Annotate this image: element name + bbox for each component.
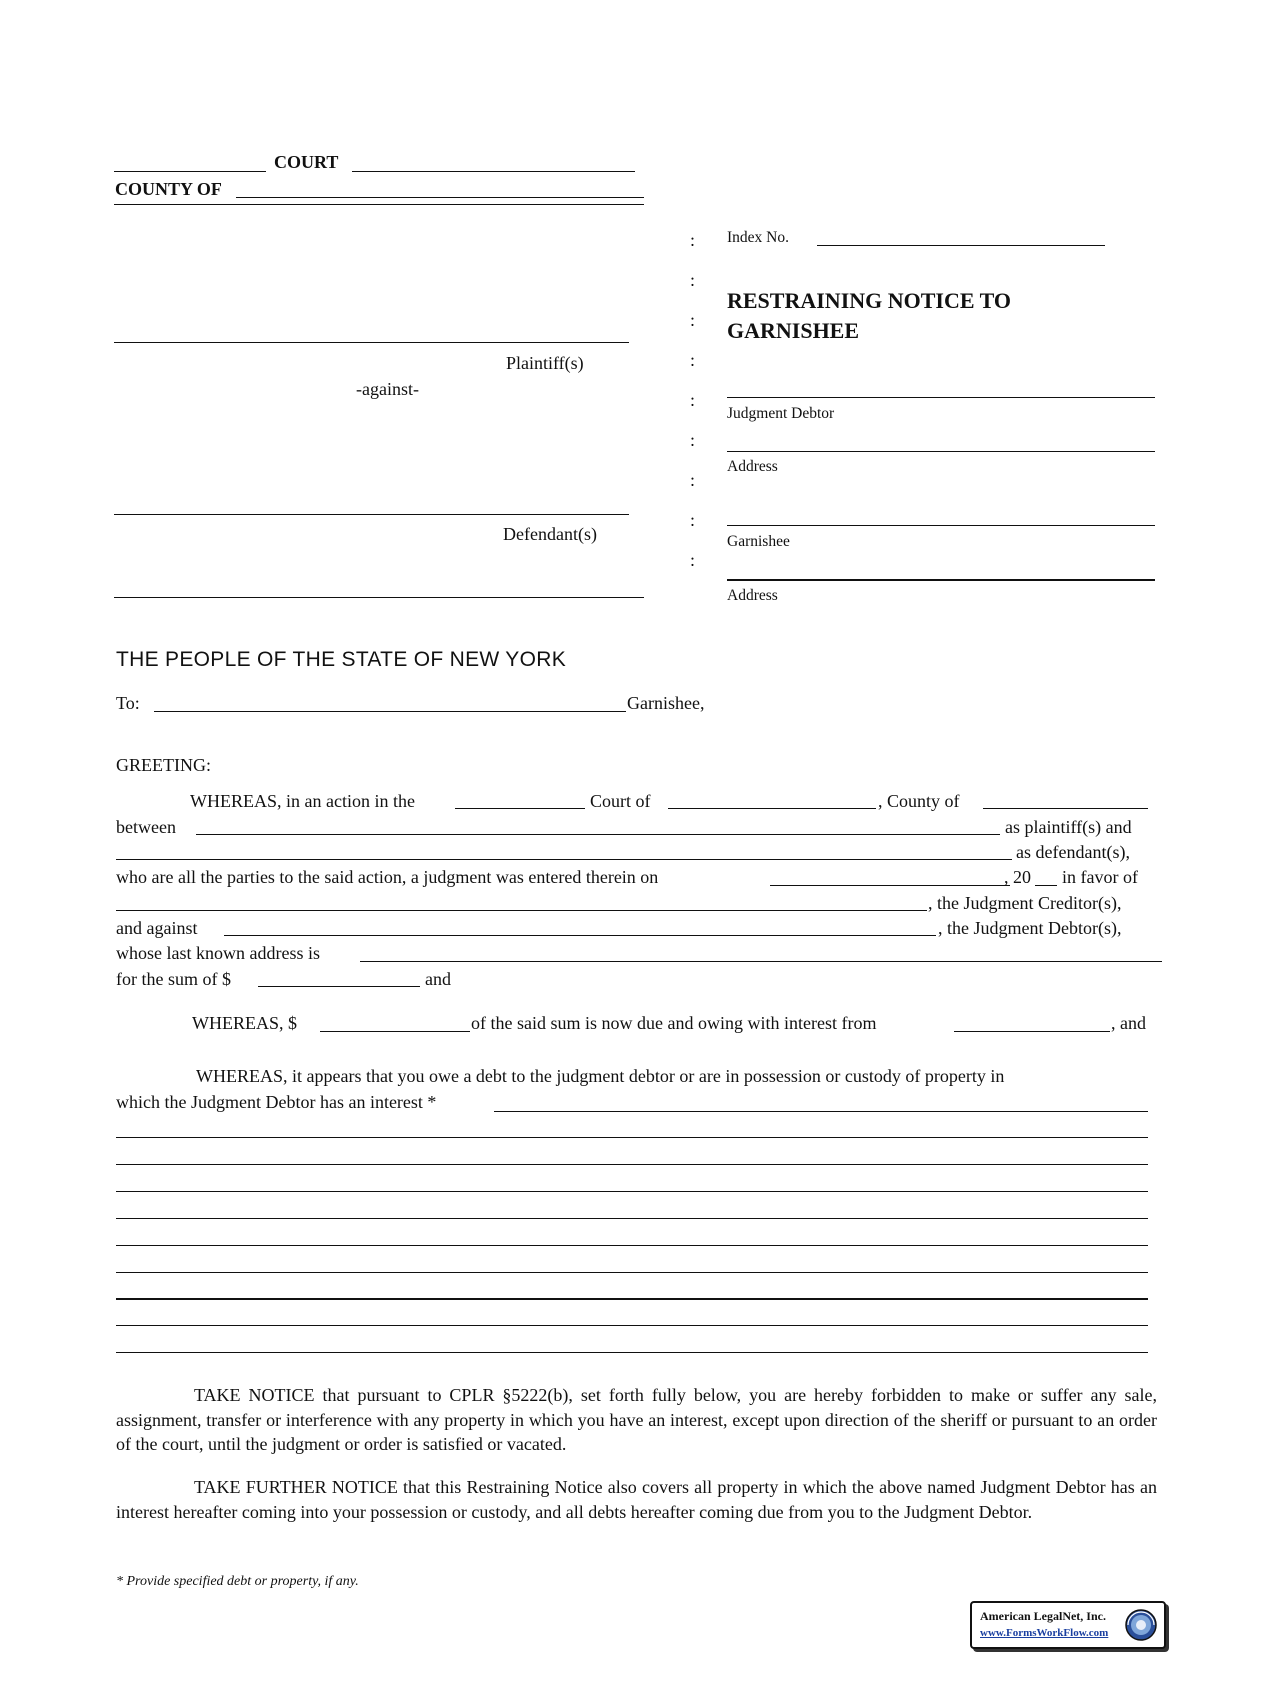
last-known-address-label: whose last known address is xyxy=(116,943,320,963)
court-extra-line[interactable] xyxy=(352,171,635,172)
logo-company: American LegalNet, Inc. xyxy=(980,1609,1106,1623)
judgment-debtor-label: Judgment Debtor xyxy=(727,405,835,422)
whereas1-lead: WHEREAS, in an action in the xyxy=(190,791,415,811)
property-line-6[interactable] xyxy=(116,1245,1148,1246)
judgment-debtor-name-line[interactable] xyxy=(224,935,936,936)
index-number-line[interactable] xyxy=(817,245,1105,246)
county-of-line[interactable] xyxy=(983,808,1148,809)
plaintiffs-names-line[interactable] xyxy=(196,834,1000,835)
footnote: * Provide specified debt or property, if any. xyxy=(116,1574,359,1589)
plaintiff-line[interactable] xyxy=(114,342,629,343)
as-plaintiffs-label: as plaintiff(s) and xyxy=(1005,817,1132,837)
in-favor-of-label: in favor of xyxy=(1062,867,1138,887)
sum-line[interactable] xyxy=(258,986,420,987)
logo-url[interactable]: www.FormsWorkFlow.com xyxy=(980,1627,1109,1639)
property-line-7[interactable] xyxy=(116,1272,1148,1273)
property-line-8[interactable] xyxy=(116,1298,1148,1300)
last-known-address-line[interactable] xyxy=(360,961,1162,962)
whereas2-end: , and xyxy=(1111,1013,1146,1033)
garnishee-line[interactable] xyxy=(727,525,1155,526)
amount-due-line[interactable] xyxy=(320,1031,470,1032)
judgment-creditor-label: , the Judgment Creditor(s), xyxy=(928,893,1122,913)
against-label: -against- xyxy=(356,379,419,399)
take-further-notice-text: TAKE FURTHER NOTICE that this Restraining Notice also covers all property in which the above named Judgment Debtor has an interest hereafter coming into your possession or custody, and all debts hereafter coming due from you to the Judgment Debtor. xyxy=(116,1477,1157,1522)
garnishee-address-label: Address xyxy=(727,587,778,604)
to-label: To: xyxy=(116,693,140,713)
judgment-debtor-address-label: Address xyxy=(727,458,778,475)
action-court-line[interactable] xyxy=(455,808,585,809)
judgment-debtor-body-label: , the Judgment Debtor(s), xyxy=(938,918,1122,938)
greeting: GREETING: xyxy=(116,755,211,775)
judgment-debtor-line[interactable] xyxy=(727,397,1155,398)
caption-divider: : : : : : : : : : xyxy=(690,230,696,570)
defendant-line[interactable] xyxy=(114,514,629,515)
property-line-2[interactable] xyxy=(116,1137,1148,1138)
globe-icon xyxy=(1124,1608,1158,1642)
year-line[interactable] xyxy=(1035,885,1057,886)
take-notice-text: TAKE NOTICE that pursuant to CPLR §5222(b), set forth fully below, you are hereby forbidden to make or suffer any sale, assignment, transfer or interference with any property in which you have an interest, except upon direction of the sheriff or pursuant to an order of the court, until the judgment or order is satisfied or vacated. xyxy=(116,1385,1157,1454)
index-label: Index No. xyxy=(727,229,789,246)
garnishee-suffix: Garnishee, xyxy=(627,693,705,713)
form-title-line2: GARNISHEE xyxy=(727,318,860,343)
parties-text: who are all the parties to the said action, a judgment was entered therein on xyxy=(116,867,659,887)
people-heading: THE PEOPLE OF THE STATE OF NEW YORK xyxy=(116,648,567,671)
judgment-creditor-line[interactable] xyxy=(116,910,927,911)
property-line-3[interactable] xyxy=(116,1164,1148,1165)
property-line-5[interactable] xyxy=(116,1218,1148,1219)
caption-top-rule xyxy=(114,204,644,205)
interest-from-line[interactable] xyxy=(954,1031,1110,1032)
defendant-label: Defendant(s) xyxy=(503,524,597,544)
whereas2-lead: WHEREAS, $ xyxy=(192,1013,297,1033)
american-legalnet-logo xyxy=(970,1601,1166,1649)
court-of-line[interactable] xyxy=(668,808,876,809)
take-further-notice-paragraph xyxy=(116,1475,1157,1524)
court-label: COURT xyxy=(274,152,339,172)
and-against-label: and against xyxy=(116,918,198,938)
caption-bottom-rule xyxy=(114,597,644,598)
property-line-9[interactable] xyxy=(116,1325,1148,1326)
between-label: between xyxy=(116,817,176,837)
judgment-debtor-address-line[interactable] xyxy=(727,451,1155,452)
garnishee-address-line[interactable] xyxy=(727,579,1155,581)
take-notice-paragraph xyxy=(116,1383,1157,1457)
judgment-date-line[interactable] xyxy=(770,885,1010,886)
garnishee-label: Garnishee xyxy=(727,533,790,550)
court-of-label: Court of xyxy=(590,791,651,811)
to-garnishee-line[interactable] xyxy=(154,711,626,712)
property-line-10[interactable] xyxy=(116,1352,1148,1353)
county-label: COUNTY OF xyxy=(115,179,222,199)
whereas2-mid: of the said sum is now due and owing with interest from xyxy=(471,1013,877,1033)
county-line[interactable] xyxy=(236,197,644,198)
plaintiff-label: Plaintiff(s) xyxy=(506,353,584,373)
sum-label: for the sum of $ xyxy=(116,969,231,989)
and-word: and xyxy=(425,969,451,989)
property-line-4[interactable] xyxy=(116,1191,1148,1192)
form-title-line1: RESTRAINING NOTICE TO xyxy=(727,288,1012,313)
defendants-names-line[interactable] xyxy=(116,859,1012,860)
year-text: , 20 xyxy=(1004,867,1031,887)
whereas3-line2: which the Judgment Debtor has an interest * xyxy=(116,1092,437,1112)
property-line-1[interactable] xyxy=(494,1111,1148,1112)
as-defendants-label: as defendant(s), xyxy=(1016,842,1130,862)
whereas3-line1: WHEREAS, it appears that you owe a debt to the judgment debtor or are in possession or custody of property in xyxy=(196,1066,1005,1086)
court-name-line[interactable] xyxy=(114,171,266,172)
county-of-label: , County of xyxy=(878,791,960,811)
